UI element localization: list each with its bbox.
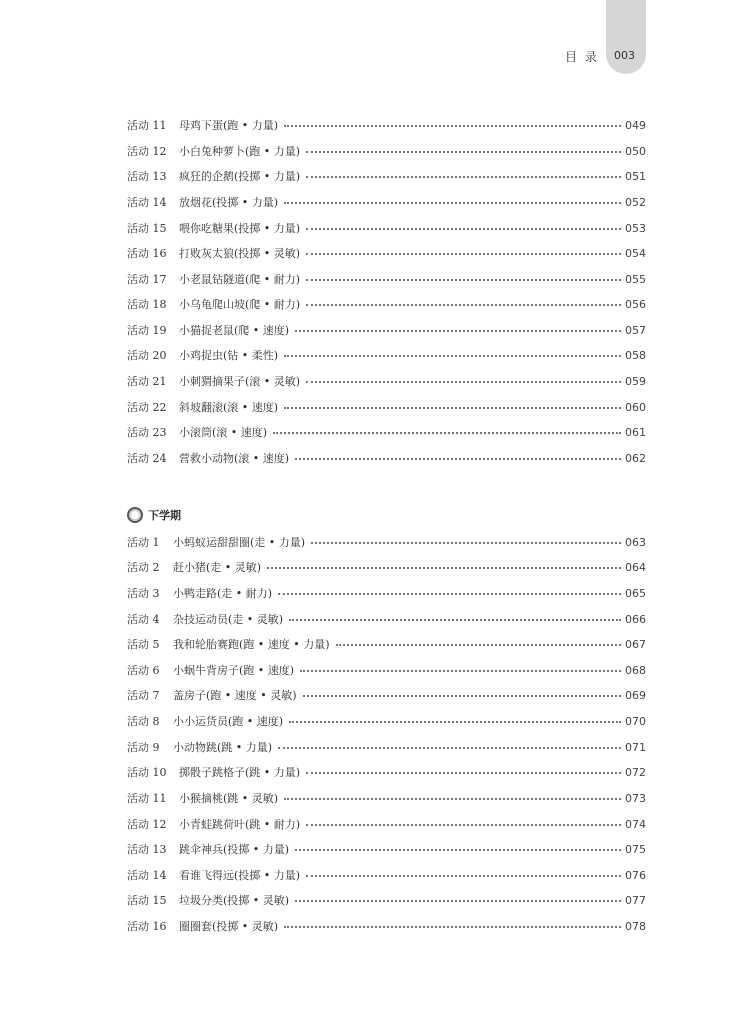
toc-entry-page: 076 [625,868,646,882]
toc-leader-dots [284,125,621,127]
toc-entry-number: 活动 11 [127,792,167,805]
toc-entry-page: 052 [625,195,646,209]
toc-entry[interactable] [127,892,646,908]
toc-entry-title: 放烟花(投掷 • 力量) [179,196,279,209]
toc-leader-dots [336,644,621,646]
toc-entry-page: 056 [625,297,646,311]
toc-entry-page: 069 [625,688,646,702]
toc-entry-number: 活动 11 [127,119,167,132]
toc-entry-title: 小乌龟爬山坡(爬 • 耐力) [179,298,301,311]
toc-entry-title: 小滚筒(滚 • 速度) [179,426,268,439]
toc-entry[interactable] [127,841,646,857]
toc-entry[interactable] [127,424,646,440]
toc-entry-page: 068 [625,663,646,677]
toc-leader-dots [311,542,621,544]
toc-entry-number: 活动 12 [127,818,167,831]
toc-entry-number: 活动 8 [127,715,160,728]
toc-leader-dots [306,228,621,230]
toc-entry-number: 活动 5 [127,638,160,651]
toc-leader-dots [278,593,621,595]
toc-entry-page: 063 [625,535,646,549]
toc-entry-page: 057 [625,323,646,337]
toc-leader-dots [273,432,621,434]
toc-entry-number: 活动 6 [127,664,160,677]
toc-entry-number: 活动 18 [127,298,167,311]
toc-entry-number: 活动 9 [127,741,160,754]
toc-entry-number: 活动 14 [127,869,167,882]
toc-leader-dots [284,407,621,409]
toc-leader-dots [306,176,621,178]
toc-entry[interactable] [127,585,646,601]
toc-entry[interactable] [127,559,646,575]
toc-entry-number: 活动 13 [127,170,167,183]
toc-entry-page: 058 [625,348,646,362]
toc-entry[interactable] [127,373,646,389]
toc-entry-page: 062 [625,451,646,465]
toc-entry-page: 074 [625,817,646,831]
toc-leader-dots [303,695,621,697]
toc-entry[interactable] [127,322,646,338]
toc-entry-title: 小猫捉老鼠(爬 • 速度) [179,324,290,337]
toc-leader-dots [300,670,621,672]
toc-entry[interactable] [127,347,646,363]
toc-entry-number: 活动 14 [127,196,167,209]
toc-entry-title: 小猴摘桃(跳 • 灵敏) [179,792,279,805]
toc-entry-page: 065 [625,586,646,600]
toc-entry-title: 小动物跳(跳 • 力量) [173,741,273,754]
toc-leader-dots [306,279,621,281]
toc-entry-number: 活动 4 [127,613,160,626]
toc-entry-page: 073 [625,791,646,805]
toc-entry-number: 活动 16 [127,247,167,260]
toc-entry[interactable] [127,687,646,703]
toc-entry-title: 营救小动物(滚 • 速度) [179,452,290,465]
running-header-page-number: 003 [614,49,635,62]
toc-entry-title: 我和轮胎赛跑(跑 • 速度 • 力量) [173,638,330,651]
toc-entry-number: 活动 19 [127,324,167,337]
toc-entry[interactable] [127,143,646,159]
toc-leader-dots [306,824,621,826]
toc-entry[interactable] [127,713,646,729]
toc-entry-number: 活动 3 [127,587,160,600]
toc-leader-dots [284,355,621,357]
toc-entry[interactable] [127,790,646,806]
toc-entry[interactable] [127,168,646,184]
toc-entry-page: 077 [625,893,646,907]
toc-entry-title: 喂你吃糖果(投掷 • 力量) [179,222,301,235]
toc-entry-page: 060 [625,400,646,414]
toc-entry-page: 070 [625,714,646,728]
toc-entry-title: 母鸡下蛋(跑 • 力量) [179,119,279,132]
toc-entry-title: 小老鼠钻隧道(爬 • 耐力) [179,273,301,286]
running-header-title: 目 录 [565,50,599,64]
toc-entry-number: 活动 21 [127,375,167,388]
toc-entry-title: 小刺猬摘果子(滚 • 灵敏) [179,375,301,388]
toc-entry-page: 078 [625,919,646,933]
toc-entry[interactable] [127,117,646,133]
toc-entry-title: 小蚂蚁运甜甜圈(走 • 力量) [173,536,306,549]
toc-entry[interactable] [127,245,646,261]
toc-leader-dots [306,253,621,255]
toc-entry-page: 075 [625,842,646,856]
toc-entry-number: 活动 2 [127,561,160,574]
toc-entry-title: 看谁飞得远(投掷 • 力量) [179,869,301,882]
toc-entry-title: 小小运货员(跑 • 速度) [173,715,284,728]
toc-entry-title: 垃圾分类(投掷 • 灵敏) [179,894,290,907]
toc-entry[interactable] [127,636,646,652]
toc-entry[interactable] [127,739,646,755]
toc-entry-page: 049 [625,118,646,132]
section-heading [127,507,181,523]
toc-entry[interactable] [127,662,646,678]
toc-entry-page: 071 [625,740,646,754]
toc-entry-title: 盖房子(跑 • 速度 • 灵敏) [173,689,297,702]
toc-entry-title: 圈圈套(投掷 • 灵敏) [179,920,279,933]
toc-entry[interactable] [127,816,646,832]
toc-entry-title: 跳伞神兵(投掷 • 力量) [179,843,290,856]
toc-leader-dots [306,304,621,306]
toc-leader-dots [295,330,621,332]
toc-leader-dots [306,151,621,153]
toc-entry-title: 掷骰子跳格子(跳 • 力量) [179,766,301,779]
toc-entry-title: 小白兔种萝卜(跑 • 力量) [179,145,301,158]
toc-leader-dots [306,772,621,774]
toc-entry-number: 活动 15 [127,222,167,235]
section-heading-label: 下学期 [148,509,181,522]
toc-entry[interactable] [127,534,646,550]
toc-entry-number: 活动 10 [127,766,167,779]
toc-leader-dots [289,619,621,621]
toc-entry-number: 活动 13 [127,843,167,856]
ring-bullet-icon [127,507,143,523]
toc-entry-number: 活动 23 [127,426,167,439]
toc-entry-page: 051 [625,169,646,183]
toc-entry-title: 赶小猪(走 • 灵敏) [173,561,262,574]
toc-entry-title: 斜坡翻滚(滚 • 速度) [179,401,279,414]
toc-entry-page: 061 [625,425,646,439]
toc-entry[interactable] [127,296,646,312]
toc-entry-page: 055 [625,272,646,286]
toc-leader-dots [289,721,621,723]
toc-leader-dots [278,747,621,749]
toc-leader-dots [295,849,621,851]
toc-entry-number: 活动 24 [127,452,167,465]
toc-entry-title: 打败灰太狼(投掷 • 灵敏) [179,247,301,260]
toc-leader-dots [295,900,621,902]
toc-leader-dots [267,567,621,569]
toc-leader-dots [295,458,621,460]
toc-leader-dots [284,798,621,800]
toc-entry[interactable] [127,867,646,883]
toc-entry-page: 064 [625,560,646,574]
toc-entry-number: 活动 17 [127,273,167,286]
toc-entry[interactable] [127,450,646,466]
toc-entry-title: 疯狂的企鹅(投掷 • 力量) [179,170,301,183]
toc-leader-dots [306,875,621,877]
toc-entry-title: 小蜗牛背房子(跑 • 速度) [173,664,295,677]
toc-entry-number: 活动 7 [127,689,160,702]
toc-entry[interactable] [127,194,646,210]
toc-leader-dots [284,202,621,204]
toc-entry[interactable] [127,271,646,287]
toc-entry[interactable] [127,918,646,934]
toc-entry-number: 活动 16 [127,920,167,933]
toc-entry-page: 059 [625,374,646,388]
toc-entry-page: 067 [625,637,646,651]
toc-entry-page: 072 [625,765,646,779]
toc-entry[interactable] [127,399,646,415]
toc-entry-page: 053 [625,221,646,235]
toc-leader-dots [306,381,621,383]
toc-entry-title: 杂技运动员(走 • 灵敏) [173,613,284,626]
toc-entry-number: 活动 1 [127,536,160,549]
toc-entry-number: 活动 20 [127,349,167,362]
toc-leader-dots [284,926,621,928]
toc-entry-number: 活动 15 [127,894,167,907]
toc-entry-number: 活动 12 [127,145,167,158]
toc-entry[interactable] [127,611,646,627]
toc-entry[interactable] [127,220,646,236]
toc-entry-title: 小鸭走路(走 • 耐力) [173,587,273,600]
toc-entry[interactable] [127,764,646,780]
toc-entry-title: 小鸡捉虫(钻 • 柔性) [179,349,279,362]
toc-entry-title: 小青蛙跳荷叶(跳 • 耐力) [179,818,301,831]
toc-entry-page: 054 [625,246,646,260]
toc-entry-page: 050 [625,144,646,158]
toc-entry-number: 活动 22 [127,401,167,414]
toc-entry-page: 066 [625,612,646,626]
